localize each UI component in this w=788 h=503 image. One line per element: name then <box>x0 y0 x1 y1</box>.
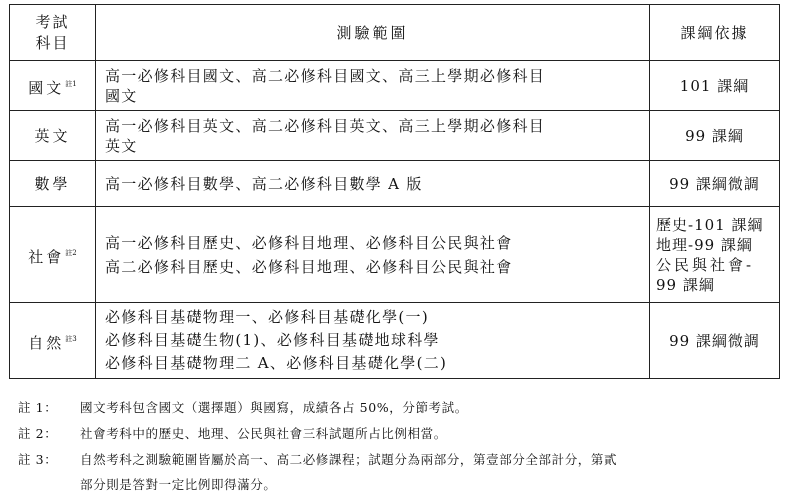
basis-cell: 99 課綱微調 <box>650 303 780 379</box>
footnote-2 <box>18 426 778 442</box>
header-basis: 課綱依據 <box>650 5 780 61</box>
footnote-1 <box>18 400 778 416</box>
table-row <box>10 161 780 207</box>
basis-cell: 101 課綱 <box>650 61 780 111</box>
table-row <box>10 303 780 379</box>
subject-cell: 自然$^{註3}$ <box>10 303 96 379</box>
note-mark: 註3 <box>65 334 77 343</box>
exam-scope-table <box>9 4 780 379</box>
note-mark: 註2 <box>65 248 77 257</box>
scope-cell: 必修科目基礎物理一、必修科目基礎化學(一) 必修科目基礎生物(1)、必修科目基礎地球科學 必修科目基礎物理二 A、必修科目基礎化學(二) <box>96 303 650 379</box>
footnote-tag: 註 1： <box>18 400 58 415</box>
scope-cell: 高一必修科目歷史、必修科目地理、必修科目公民與社會 高二必修科目歷史、必修科目地理、必修科目公民與社會 <box>96 207 650 303</box>
note-mark: 註1 <box>65 79 77 88</box>
footnote-text: 國文考科包含國文（選擇題）與國寫，成績各占 50%，分節考試。 <box>80 400 468 415</box>
scope-cell: 高一必修科目國文、高二必修科目國文、高三上學期必修科目 國文 <box>96 61 650 111</box>
footnote-text: 自然考科之測驗範圍皆屬於高一、高二必修課程；試題分為兩部分，第壹部分全部計分，第貳 <box>80 452 618 467</box>
table-row <box>10 207 780 303</box>
footnotes <box>18 400 778 503</box>
basis-cell: 99 課綱微調 <box>650 161 780 207</box>
subject-cell: 英文 <box>10 111 96 161</box>
table-row <box>10 111 780 161</box>
basis-cell: 99 課綱 <box>650 111 780 161</box>
footnote-text: 社會考科中的歷史、地理、公民與社會三科試題所占比例相當。 <box>80 426 447 441</box>
table-header-row <box>10 5 780 61</box>
footnote-text-continued: 部分則是答對一定比例即得滿分。 <box>80 477 277 492</box>
scope-cell: 高一必修科目英文、高二必修科目英文、高三上學期必修科目 英文 <box>96 111 650 161</box>
header-scope: 測驗範圍 <box>96 5 650 61</box>
footnote-text-block <box>80 452 778 493</box>
footnote-tag: 註 2： <box>18 426 58 441</box>
footnote-3 <box>18 452 778 493</box>
table-row <box>10 61 780 111</box>
basis-cell: 歷史-101 課綱 地理-99 課綱 公民與社會- 99 課綱 <box>650 207 780 303</box>
subject-cell: 社會$^{註2}$ <box>10 207 96 303</box>
header-subject: 考試 科目 <box>10 5 96 61</box>
subject-cell: 國文$^{註1}$ <box>10 61 96 111</box>
scope-cell: 高一必修科目數學、高二必修科目數學 A 版 <box>96 161 650 207</box>
subject-cell: 數學 <box>10 161 96 207</box>
footnote-tag: 註 3： <box>18 452 58 467</box>
